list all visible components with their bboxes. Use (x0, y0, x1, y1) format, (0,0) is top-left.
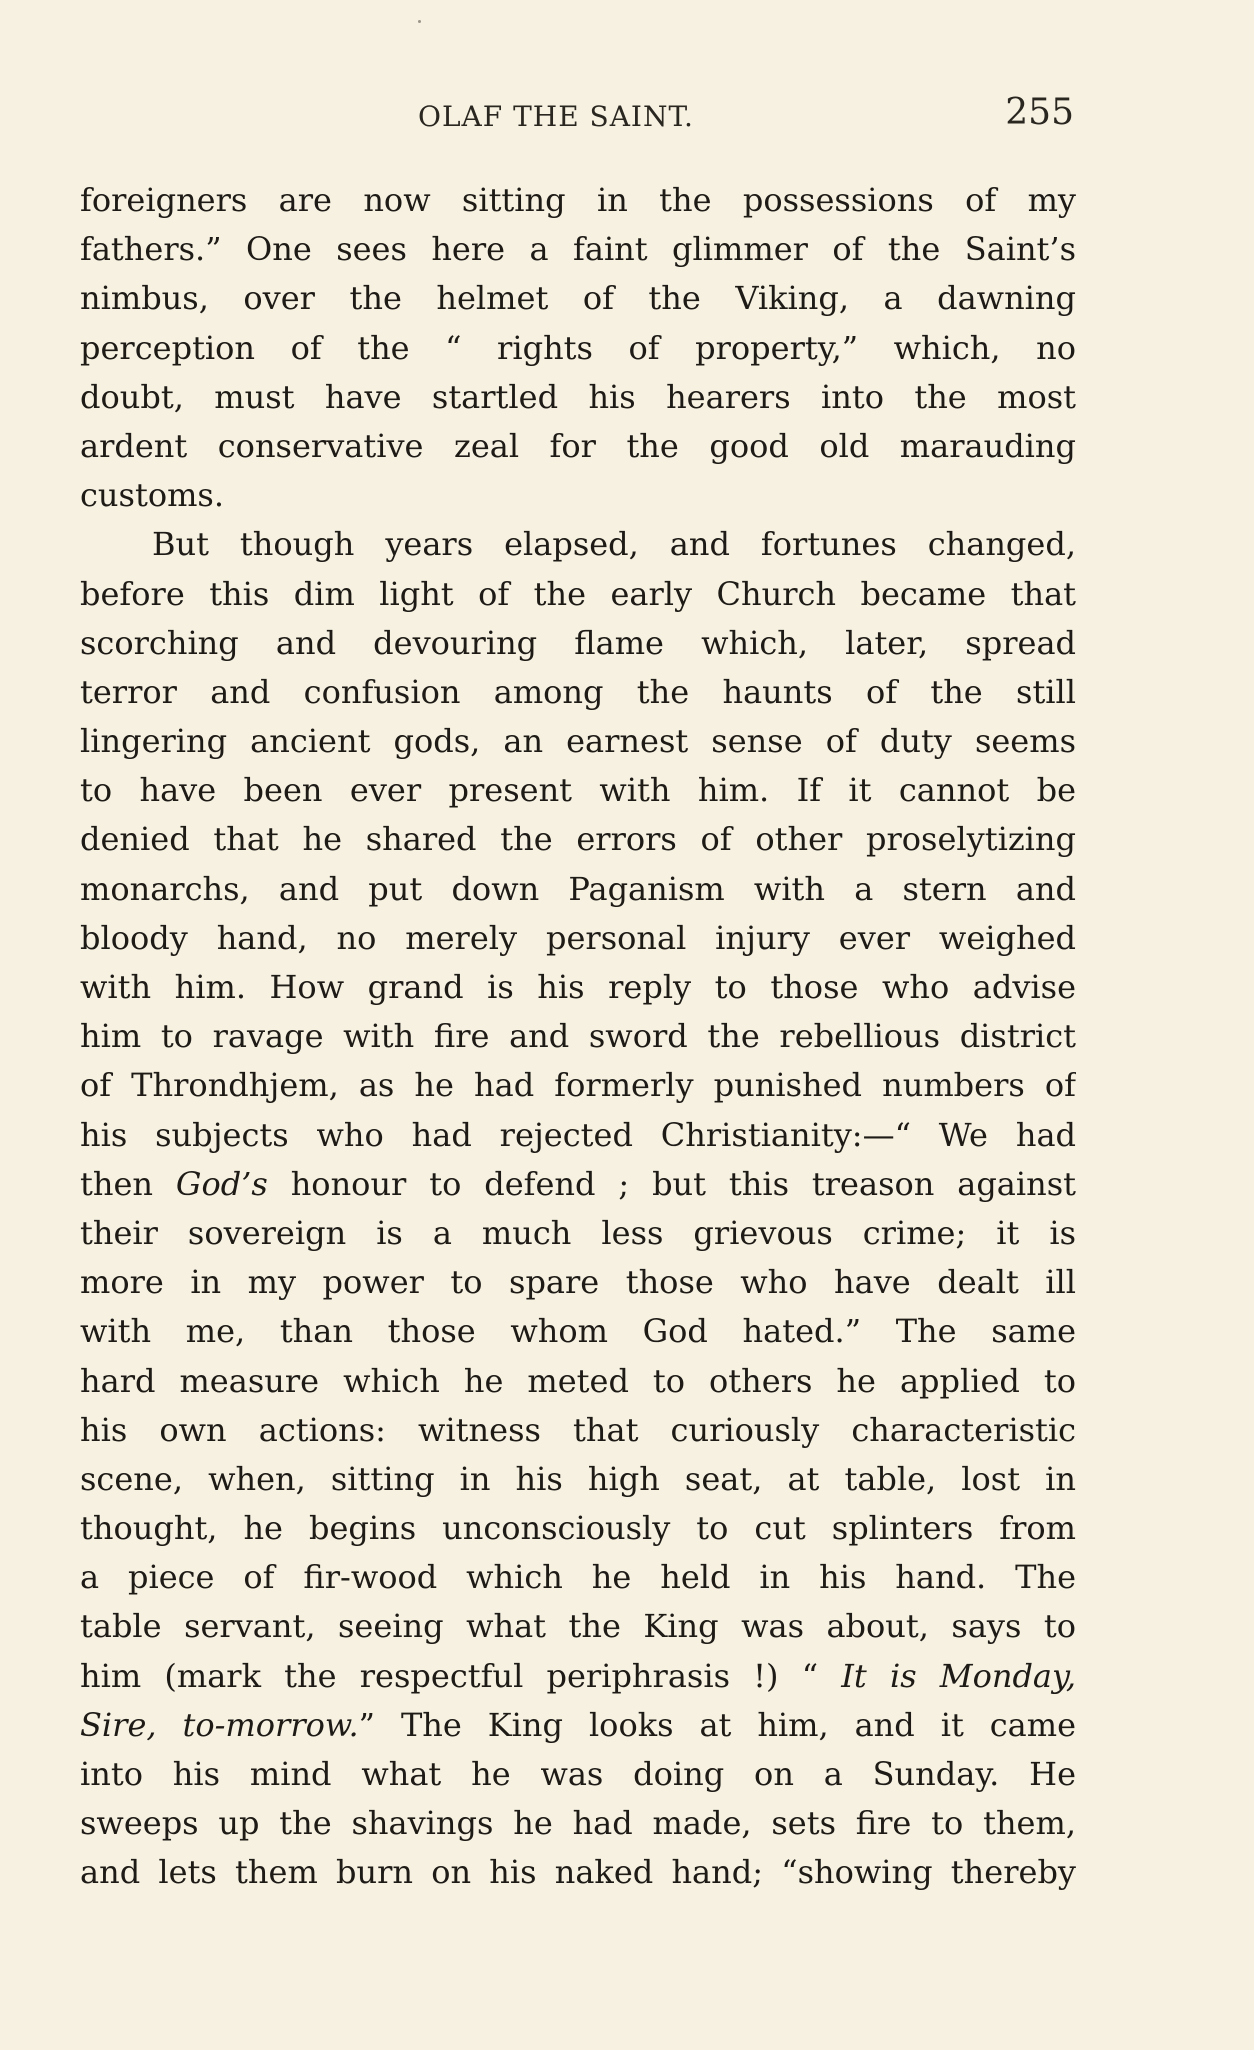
text-line: nimbus, over the helmet of the Viking, a dawning (80, 279, 1076, 318)
text-line: more in my power to spare those who have dealt ill (80, 1263, 1076, 1302)
text-span: ” The King looks at him, and it came (358, 1705, 1076, 1744)
paragraph-start-line: But though years elapsed, and fortunes changed, (152, 525, 1076, 564)
text-line: lingering ancient gods, an earnest sense of duty seems (80, 722, 1076, 761)
text-line (80, 1652, 1076, 1701)
paper-speck (418, 20, 421, 23)
text-line: him to ravage with fire and sword the rebellious district (80, 1017, 1076, 1056)
text-line: into his mind what he was doing on a Sunday. He (80, 1755, 1076, 1793)
text-span: then (80, 1164, 176, 1203)
text-line: bloody hand, no merely personal injury ever weighed (80, 918, 1076, 957)
text-line: and lets them burn on his naked hand; “showing thereby (80, 1853, 1076, 1892)
text-span: him (mark the respectful periphrasis !) “ (80, 1656, 842, 1695)
page-number: 255 (1005, 92, 1074, 133)
text-line: doubt, must have startled his hearers into the most (80, 377, 1076, 416)
text-line: his subjects who had rejected Christianity:—“ We had (80, 1115, 1076, 1154)
text-span: honour to defend ; but this treason against (267, 1164, 1076, 1203)
text-line: scorching and devouring flame which, later, spread (80, 623, 1076, 662)
text-line: thought, he begins unconsciously to cut splinters from (80, 1509, 1076, 1548)
text-line: their sovereign is a much less grievous crime; it is (80, 1213, 1076, 1252)
text-line: with him. How grand is his reply to those who advise (80, 968, 1076, 1006)
text-line (80, 1701, 1076, 1750)
text-line: of Throndhjem, as he had formerly punished numbers of (80, 1066, 1076, 1105)
text-line: to have been ever present with him. If it cannot be (80, 771, 1076, 810)
text-line: fathers.” One sees here a faint glimmer of the Saint’s (80, 230, 1076, 269)
text-line: with me, than those whom God hated.” The same (80, 1312, 1076, 1351)
text-line: foreigners are now sitting in the possessions of my (80, 181, 1076, 219)
text-line: sweeps up the shavings he had made, sets fire to them, (80, 1804, 1076, 1843)
text-line: table servant, seeing what the King was about, says to (80, 1607, 1076, 1646)
italic-text: God’s (175, 1164, 268, 1203)
text-line: a piece of fir-wood which he held in his hand. The (80, 1558, 1076, 1597)
text-line: denied that he shared the errors of other proselytizing (80, 820, 1076, 859)
paragraph-end-line: customs. (80, 476, 225, 515)
italic-text: It is Monday, (841, 1656, 1076, 1695)
text-line: hard measure which he meted to others he applied to (80, 1361, 1076, 1400)
text-line: ardent conservative zeal for the good old marauding (80, 426, 1076, 465)
body-text (80, 176, 1076, 1898)
text-line: monarchs, and put down Paganism with a stern and (80, 869, 1076, 908)
text-line (80, 1160, 1076, 1209)
running-title: OLAF THE SAINT. (418, 100, 694, 133)
text-line: perception of the “ rights of property,” which, no (80, 328, 1076, 367)
italic-text: Sire, to-morrow. (80, 1705, 359, 1744)
text-line: his own actions: witness that curiously characteristic (80, 1410, 1076, 1449)
text-line: terror and confusion among the haunts of the still (80, 672, 1076, 711)
text-line: before this dim light of the early Church became that (80, 574, 1076, 613)
text-line: scene, when, sitting in his high seat, at table, lost in (80, 1459, 1076, 1498)
